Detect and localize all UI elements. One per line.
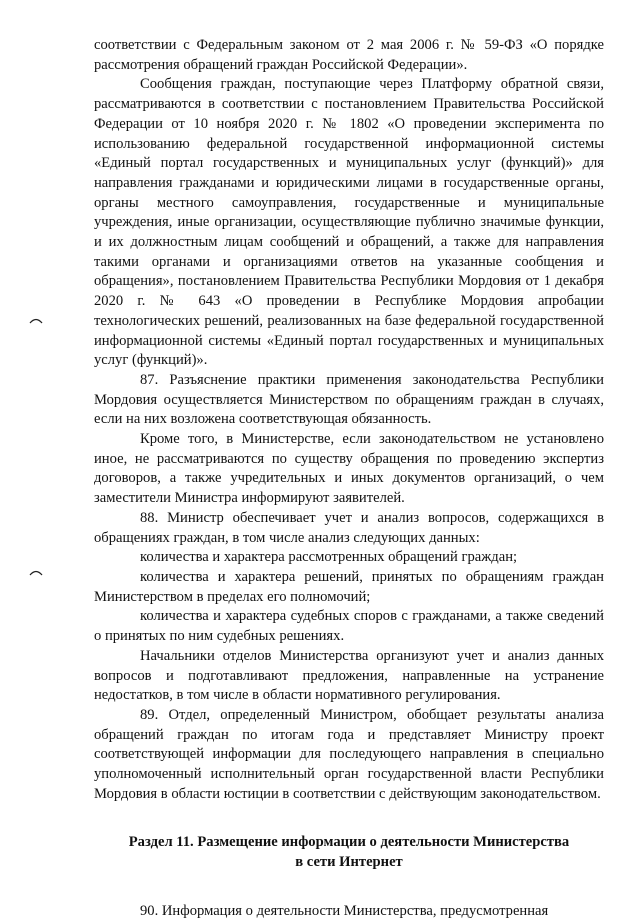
paragraph-continuation: соответствии с Федеральным законом от 2 мая 2006 г. № 59-ФЗ «О порядке рассмотрения обращений граждан Российской Федерации». <box>94 37 604 73</box>
list-item-court-disputes: количества и характера судебных споров с гражданами, а также сведений о принятых по ним судебных решениях. <box>94 608 604 645</box>
section-heading-line-1: Раздел 11. Размещение информации о деятельности Министерства <box>128 834 570 851</box>
margin-arc-mark <box>29 568 43 576</box>
paragraph-90: 90. Информация о деятельности Министерства, предусмотренная <box>140 903 549 920</box>
list-item-decisions: количества и характера решений, принятых по обращениям граждан Министерством в пределах его полномочий; <box>94 568 604 605</box>
section-heading <box>94 832 604 872</box>
list-item-reviewed-appeals: количества и характера рассмотренных обращений граждан; <box>140 549 518 566</box>
paragraph-87: 87. Разъяснение практики применения законодательства Республики Мордовия осуществляется Министерством по обращениям граждан в случаях, если на них возложена соответствующая обязанность. <box>94 371 604 428</box>
paragraph-88: 88. Министр обеспечивает учет и анализ вопросов, содержащихся в обращениях граждан, в том числе анализ следующих данных: <box>94 509 604 546</box>
document-body <box>94 36 604 922</box>
paragraph-feedback-platform: Сообщения граждан, поступающие через Платформу обратной связи, рассматриваются в соответствии с постановлением Правительства Российской Федерации от 10 ноября 2020 г. № 1802 «О проведении эксперимента по использованию федеральной государственной информационной системы «Единый портал государственных и муниципальных услуг (функций)» для направления гражданами и юридическими лицами в государственные органы, органы местного самоуправления, государственные и муниципальные учреждения, иные организации, осуществляющие публично значимые функции, и их должностным лицам сообщений и обращений, а также для направления такими органами и организациями ответов на указанные сообщения и обращения», постановлением Правительства Республики Мордовия от 1 декабря 2020 г. № 643 «О проведении в Республике Мордовия апробации технологических решений, реализованных на базе федеральной государственной информационной системы «Единый портал государственных и муниципальных услуг (функций)». <box>94 76 604 369</box>
paragraph-department-heads: Начальники отделов Министерства организуют учет и анализ данных вопросов и подготавливают предложения, направленные на устранение недостатков, в том числе в области нормативного регулирования. <box>94 647 604 704</box>
margin-arc-mark <box>29 316 43 324</box>
paragraph-expertise: Кроме того, в Министерстве, если законодательством не установлено иное, не рассматриваются по существу обращения по проведению экспертиз договоров, а также учредительных и иных документов организаций, о чем заместители Министра информируют заявителей. <box>94 431 604 507</box>
section-heading-line-2: в сети Интернет <box>295 854 403 871</box>
paragraph-89: 89. Отдел, определенный Министром, обобщает результаты анализа обращений граждан по итогам года и представляет Министру проект соответствующей информации для последующего направления в специально уполномоченный исполнительный орган государственной власти Республики Мордовия в области юстиции в соответствии с действующим законодательством. <box>94 706 604 802</box>
